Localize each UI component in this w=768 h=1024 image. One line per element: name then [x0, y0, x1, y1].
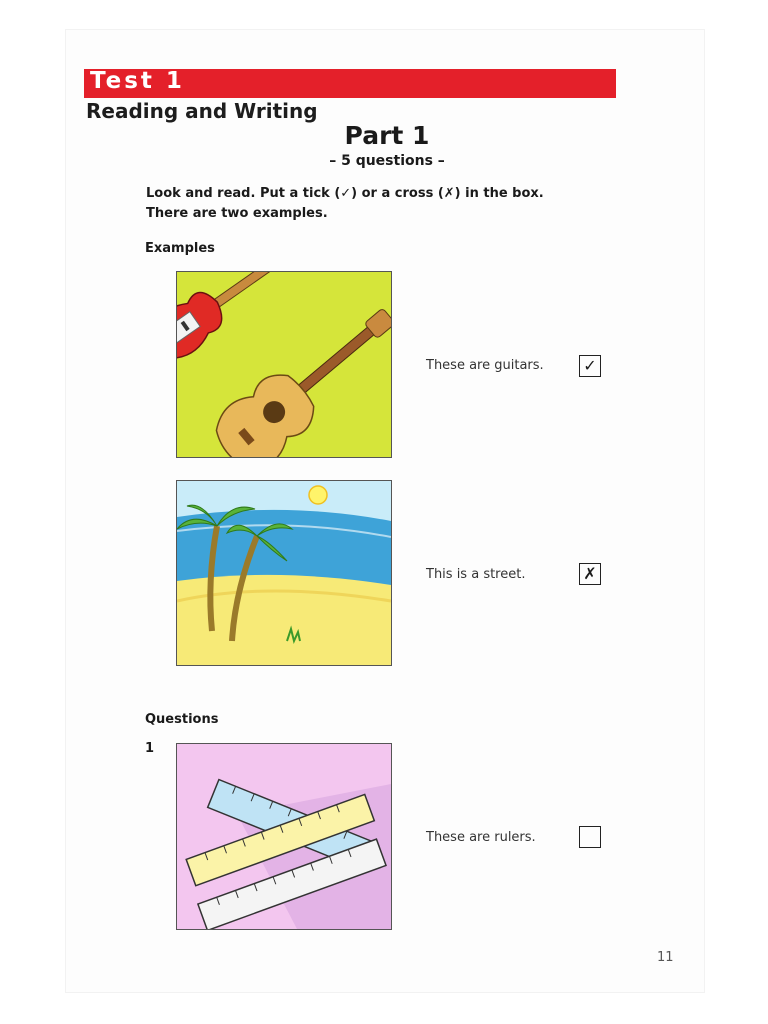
- example-1-answer-box: ✓: [579, 355, 601, 377]
- question-1-sentence: These are rulers.: [426, 830, 536, 845]
- part-subtitle: – 5 questions –: [329, 153, 445, 169]
- page-number: 11: [657, 950, 674, 965]
- beach-picture: [176, 480, 392, 666]
- questions-heading: Questions: [145, 712, 219, 727]
- question-1-answer-box[interactable]: [579, 826, 601, 848]
- rulers-picture: [176, 743, 392, 930]
- guitars-picture: [176, 271, 392, 458]
- question-1-number: 1: [145, 741, 155, 756]
- instruction-line-2: There are two examples.: [146, 206, 328, 221]
- test-label: Test 1: [90, 68, 185, 94]
- examples-heading: Examples: [145, 241, 215, 256]
- section-title: Reading and Writing: [86, 99, 318, 123]
- part-title: Part 1: [344, 121, 430, 150]
- example-1-sentence: These are guitars.: [426, 358, 544, 373]
- example-2-sentence: This is a street.: [426, 567, 526, 582]
- example-2-answer-box: ✗: [579, 563, 601, 585]
- instruction-line-1: Look and read. Put a tick (✓) or a cross (✗) in the box.: [146, 186, 544, 201]
